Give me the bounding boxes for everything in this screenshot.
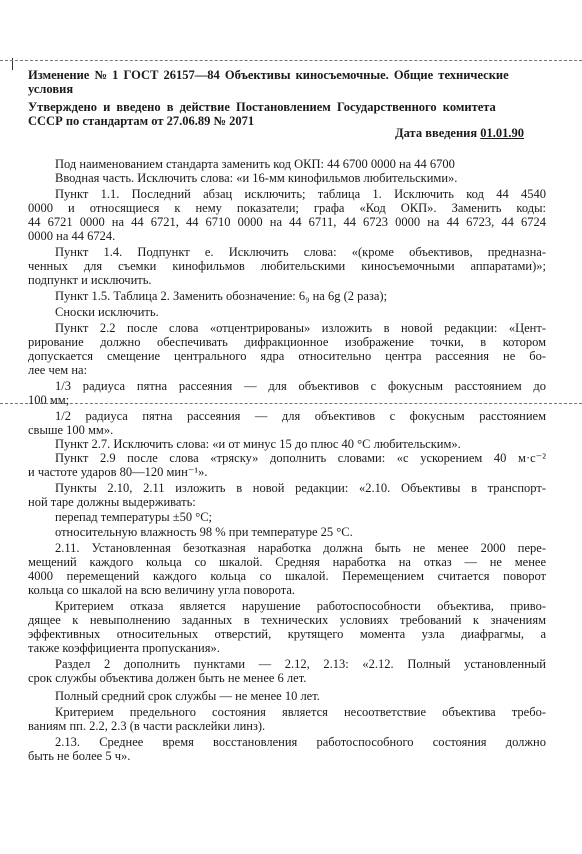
approved-line-1: Утверждено и введено в действие Постановлением Государственного комитета [28,100,496,114]
body-line: Раздел 2 дополнить пунктами — 2.12, 2.13: «2.12. Полный установленный [55,657,546,671]
body-line: также коэффициента пропускания». [28,641,220,655]
body-line: рирование должно обеспечивать дифракционное изображение точки, в котором [28,335,546,349]
body-line: 1/2 радиуса пятна рассеяния — для объективов с фокусным расстоянием [55,409,546,423]
body-line: ной таре должны выдерживать: [28,495,196,509]
body-line: 4000 перемещений каждого кольца со шкалой. Перемещением считается поворот [28,569,546,583]
body-line: подпункт и исключить. [28,273,152,287]
body-line: ваниям пп. 2.2, 2.3 (в части расклейки линз). [28,719,266,733]
body-line: лее чем на: [28,363,88,377]
body-line: кольца со шкалой на всю величину угла поворота. [28,583,296,597]
body-line: 100 мм; [28,393,70,407]
body-line: Вводная часть. Исключить слова: «и 16-мм кинофильмов любительскими». [55,171,458,185]
body-line: свыше 100 мм». [28,423,114,437]
body-line: Под наименованием стандарта заменить код ОКП: 44 6700 0000 на 44 6700 [55,157,455,171]
body-line: быть не более 5 ч». [28,749,131,763]
body-line: Сноски исключить. [55,305,159,319]
body-line: 0000 на 44 6724. [28,229,116,243]
title-line-1: Изменение № 1 ГОСТ 26157—84 Объективы киносъемочные. Общие технические [28,68,509,82]
body-line: 2.11. Установленная безотказная наработка должна быть не менее 2000 пере- [55,541,546,555]
body-line: допускается смещение центрального ядра относительно центра рассеяния не бо- [28,349,546,363]
date-label: Дата введения [395,126,478,140]
body-line: Пункт 2.2 после слова «отцентрированы» изложить в новой редакции: «Цент- [55,321,546,335]
approved-line-2: СССР по стандартам от 27.06.89 № 2071 [28,114,255,128]
body-line: Критерием отказа является нарушение работоспособности объектива, приво- [55,599,546,613]
body-line: Пункт 1.1. Последний абзац исключить; таблица 1. Исключить код 44 4540 [55,187,546,201]
body-line: Пункт 2.9 после слова «тряску» дополнить словами: «с ускорением 40 м·с⁻² [55,451,546,465]
body-line: Пункт 1.5. Таблица 2. Заменить обозначение: 6₉ на 6g (2 раза); [55,289,388,303]
body-line: дящее к невыполнению заданных в технических условиях требований к значениям [28,613,546,627]
body-line: Пункт 1.4. Подпункт е. Исключить слова: «(кроме объективов, предназна- [55,245,546,259]
effective-date [395,126,524,141]
body-line: ченных для съемки кинофильмов любительскими киносъемочными аппаратами)»; [28,259,546,273]
body-line: Пункт 2.7. Исключить слова: «и от минус 15 до плюс 40 °С любительским». [55,437,461,451]
body-line: эффективных относительных отверстий, крутящего момента узла диафрагмы, а [28,627,546,641]
body-line: 1/3 радиуса пятна рассеяния — для объективов с фокусным расстоянием до [55,379,546,393]
title-line-2: условия [28,82,74,96]
body-line: 2.13. Среднее время восстановления работоспособного состояния должно [55,735,546,749]
body-line: и частоте ударов 80—120 мин⁻¹». [28,465,208,479]
body-line: перепад температуры ±50 °С; [55,510,213,524]
body-line: относительную влажность 98 % при температуре 25 °С. [55,525,353,539]
body-line: Критерием предельного состояния является несоответствие объектива требо- [55,705,546,719]
body-line: Полный средний срок службы — не менее 10 лет. [55,689,320,703]
body-line: мещений каждого кольца со шкалой. Средняя наработка на отказ — не менее [28,555,546,569]
body-line: срок службы объектива должен быть не менее 6 лет. [28,671,307,685]
date-value: 01.01.90 [480,126,524,140]
scan-rule-top [0,60,582,61]
body-line: 0000 и относящиеся к нему показатели; графа «Код ОКП». Заменить коды: [28,201,546,215]
body-line: 44 6721 0000 на 44 6721, 44 6710 0000 на 44 6711, 44 6723 0000 на 44 6723, 44 6724 [28,215,546,229]
body-line: Пункты 2.10, 2.11 изложить в новой редакции: «2.10. Объективы в транспорт- [55,481,546,495]
